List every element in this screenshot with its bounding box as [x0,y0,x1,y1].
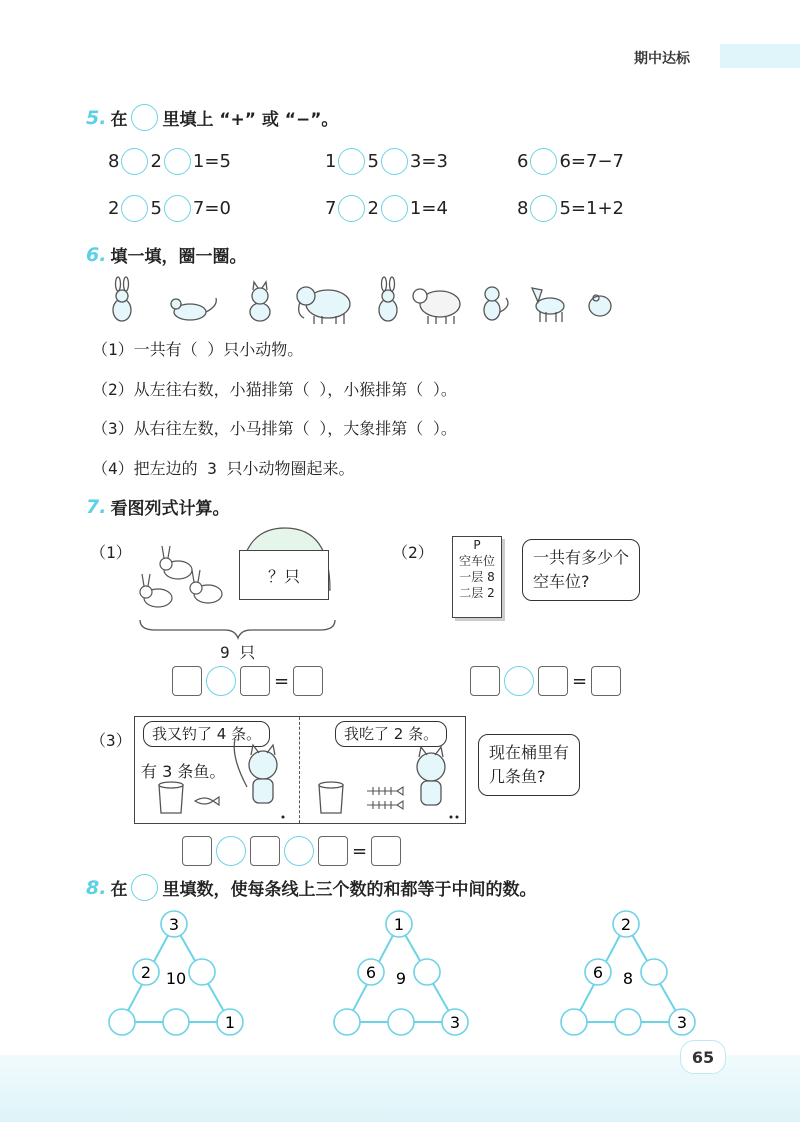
header-band [720,44,800,68]
parking-floor-1: 一层 8 [459,570,495,584]
q7-2-question-line-1: 一共有多少个 [533,548,630,567]
eq-term: 5 [367,151,379,172]
total-brace [140,620,335,638]
chick-icon [589,295,611,316]
q7-1-total: 9 只 [220,643,256,662]
eq-term: 1=4 [409,198,448,219]
q6-title: 填一填，圈一圈。 [110,247,247,267]
q5-heading [86,104,338,131]
q7-3-formula [182,836,401,866]
triangle-corner-number: 3 [449,1013,461,1032]
answer-circle[interactable] [530,195,557,222]
q6-line-3: （3）从右往左数，小马排第（ ），大象排第（ ）。 [92,419,457,438]
q7-2-label: （2） [392,543,434,562]
q5-eq-2 [325,148,448,175]
triangle-top-number: 3 [168,915,180,934]
section-label: 期中达标 [634,51,690,67]
answer-box[interactable] [318,836,348,866]
q7-3-has-text: 有 3 条鱼。 [141,762,226,781]
q7-2-question-bubble [522,539,640,601]
equals-sign: = [572,670,588,692]
answer-box[interactable] [172,666,202,696]
parking-sign [452,536,502,618]
triangle-puzzle-3 [561,911,695,1035]
q8-triangles [100,908,720,1040]
triangle-center-number: 9 [395,969,407,988]
parking-floor-2: 二层 2 [459,586,495,600]
answer-circle[interactable] [338,148,365,175]
fish-bone-icon [367,787,403,809]
answer-circle[interactable] [388,1009,414,1035]
q8-instr-before: 在 [110,880,128,900]
mouse-icon [171,298,216,320]
q8-heading [86,874,536,901]
equals-sign: = [352,840,368,862]
q7-3-bubble-1: 我又钓了 4 条。 [143,721,270,747]
operator-circle[interactable] [284,836,314,866]
answer-circle[interactable] [164,195,191,222]
answer-circle[interactable] [615,1009,641,1035]
answer-circle[interactable] [530,148,557,175]
q7-3-question-line-2: 几条鱼? [489,767,546,786]
q7-3-label: （3） [90,731,132,750]
q6-line-1: （1）一共有（ ）只小动物。 [92,340,304,359]
sheep-icon [413,289,460,324]
q7-1-label: （1） [90,543,132,562]
answer-circle[interactable] [121,148,148,175]
q7-2-formula [470,666,621,696]
q6-line-4: （4）把左边的 3 只小动物圈起来。 [92,459,355,478]
horse-icon [532,288,564,322]
operator-circle[interactable] [206,666,236,696]
answer-circle[interactable] [121,195,148,222]
answer-box[interactable] [250,836,280,866]
q6-heading [86,242,246,267]
bucket-icon [159,785,183,813]
monkey-icon [484,287,508,320]
answer-circle[interactable] [641,959,667,985]
answer-box[interactable] [293,666,323,696]
eq-term: 7=0 [192,198,231,219]
eq-term: 2 [150,151,162,172]
cat-fishing-icon [234,739,277,803]
q7-number: 7. [86,495,107,518]
answer-box[interactable] [538,666,568,696]
triangle-puzzle-2 [334,911,468,1035]
answer-circle-sample [131,104,158,131]
q5-number: 5. [86,106,107,129]
q7-3-question-line-1: 现在桶里有 [489,743,570,762]
page-number: 65 [680,1040,726,1074]
elephant-icon [297,287,350,324]
fish-icon [195,797,219,805]
answer-circle[interactable] [338,195,365,222]
answer-circle[interactable] [163,1009,189,1035]
eq-term: 8 [108,151,120,172]
operator-circle[interactable] [504,666,534,696]
q7-3-bubble-2: 我吃了 2 条。 [335,721,447,747]
eq-term: 2 [108,198,120,219]
q7-3-story-panel [134,716,466,824]
triangle-top-number: 2 [620,915,632,934]
answer-circle[interactable] [189,959,215,985]
eq-term: 6=7−7 [559,151,624,172]
q7-heading [86,494,229,519]
rabbit-icon [190,570,222,603]
q7-title: 看图列式计算。 [110,499,230,519]
answer-circle[interactable] [109,1009,135,1035]
triangle-center-number: 8 [622,969,634,988]
q5-instr-after: 里填上 “+” 或 “−”。 [162,110,339,130]
rabbit-icon [160,546,192,579]
q6-line-2: （2）从左往右数，小猫排第（ ），小猴排第（ ）。 [92,380,457,399]
eq-term: 1 [325,151,337,172]
answer-box[interactable] [470,666,500,696]
eq-term: 7 [325,198,337,219]
answer-box[interactable] [240,666,270,696]
triangle-left-number: 2 [140,963,152,982]
operator-circle[interactable] [216,836,246,866]
triangle-center-number: 10 [165,969,187,988]
rabbit-icon [379,277,397,321]
q8-number: 8. [86,876,107,899]
triangle-puzzle-1 [109,911,243,1035]
answer-circle[interactable] [164,148,191,175]
answer-circle[interactable] [381,148,408,175]
q7-3-question-bubble [478,734,580,796]
triangle-left-number: 6 [592,963,604,982]
answer-circle-sample [131,874,158,901]
answer-box[interactable] [182,836,212,866]
q7-3-illustration [135,717,465,823]
q5-eq-1 [108,148,231,175]
eq-term: 2 [367,198,379,219]
q8-instr-after: 里填数，使每条线上三个数的和都等于中间的数。 [162,880,537,900]
answer-box[interactable] [371,836,401,866]
cat-icon [417,747,445,805]
eq-term: 5 [150,198,162,219]
q5-eq-6 [517,195,624,222]
rabbit-icon [113,277,131,321]
equals-sign: = [274,670,290,692]
triangle-corner-number: 1 [224,1013,236,1032]
bucket-icon [319,785,343,813]
q5-eq-5 [325,195,448,222]
hidden-count-card: ？只 [239,550,329,600]
answer-circle[interactable] [334,1009,360,1035]
eq-term: 1=5 [192,151,231,172]
parking-sign-title: 空车位 [458,554,495,568]
eq-term: 8 [517,198,529,219]
eq-term: 3=3 [409,151,448,172]
q6-number: 6. [86,243,107,266]
triangle-left-number: 6 [365,963,377,982]
rabbit-icon [140,574,172,607]
answer-box[interactable] [591,666,621,696]
q7-2-question-line-2: 空车位? [533,572,590,591]
triangle-top-number: 1 [393,915,405,934]
answer-circle[interactable] [561,1009,587,1035]
q5-instr-before: 在 [110,110,128,130]
answer-circle[interactable] [381,195,408,222]
q5-eq-3 [517,148,624,175]
animal-row [100,276,620,326]
cat-icon [250,282,270,321]
answer-circle[interactable] [414,959,440,985]
triangle-corner-number: 3 [676,1013,688,1032]
parking-sign-p: P [473,538,481,552]
q7-1-formula [172,666,323,696]
eq-term: 6 [517,151,529,172]
q5-eq-4 [108,195,231,222]
eq-term: 5=1+2 [559,198,624,219]
